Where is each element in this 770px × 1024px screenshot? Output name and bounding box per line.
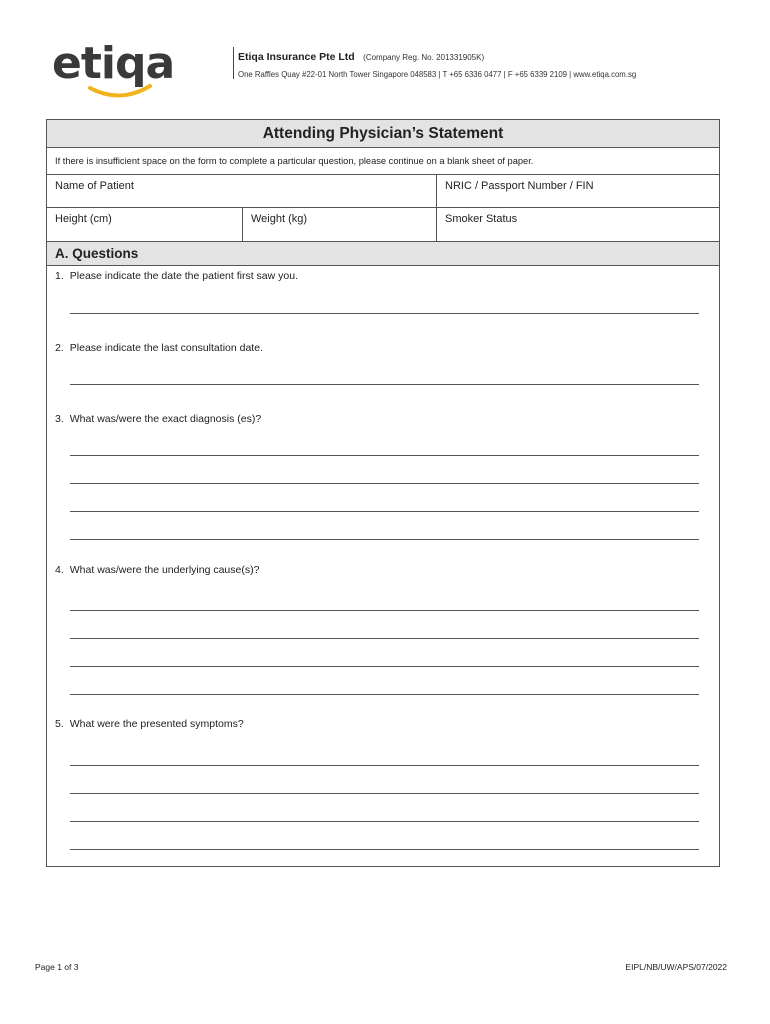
question-4 (55, 564, 259, 576)
section-a-heading: A. Questions (47, 242, 719, 266)
company-address: One Raffles Quay #22-01 North Tower Singapore 048583 | T +65 6336 0477 | F +65 6339 2109 | www.etiqa.com.sg (238, 70, 637, 79)
question-5 (55, 718, 244, 730)
question-number: 1. (55, 270, 64, 282)
answer-line-4b[interactable] (70, 638, 699, 639)
question-3 (55, 413, 261, 425)
name-of-patient-field[interactable] (47, 175, 437, 207)
question-text: What was/were the underlying cause(s)? (69, 564, 260, 576)
question-text: What were the presented symptoms? (69, 718, 244, 730)
question-1 (55, 270, 298, 282)
nric-label: NRIC / Passport Number / FIN (445, 180, 594, 192)
form-note: If there is insufficient space on the form to complete a particular question, please continue on a blank sheet of paper. (47, 148, 719, 175)
smoker-status-label: Smoker Status (445, 213, 518, 225)
question-number: 4. (55, 564, 64, 576)
height-label: Height (cm) (55, 213, 112, 225)
page-number: Page 1 of 3 (35, 962, 79, 972)
height-field[interactable] (47, 208, 243, 241)
question-number: 3. (55, 413, 64, 425)
question-text: Please indicate the last consultation date. (69, 342, 263, 354)
answer-line-3a[interactable] (70, 455, 699, 456)
answer-line-5c[interactable] (70, 821, 699, 822)
answer-line-2[interactable] (70, 384, 699, 385)
answer-line-1[interactable] (70, 313, 699, 314)
answer-line-3b[interactable] (70, 483, 699, 484)
answer-line-4c[interactable] (70, 666, 699, 667)
name-of-patient-label: Name of Patient (55, 180, 134, 192)
smoker-status-field[interactable] (437, 208, 719, 241)
question-number: 5. (55, 718, 64, 730)
weight-label: Weight (kg) (251, 213, 308, 225)
answer-line-4d[interactable] (70, 694, 699, 695)
document-code: EIPL/NB/UW/APS/07/2022 (625, 962, 727, 972)
question-text: Please indicate the date the patient first saw you. (69, 270, 298, 282)
answer-line-5d[interactable] (70, 849, 699, 850)
question-2 (55, 342, 263, 354)
etiqa-logo (50, 38, 200, 102)
nric-field[interactable] (437, 175, 719, 207)
logo-wordmark: etiqa (52, 38, 175, 89)
physician-statement-form (46, 119, 720, 867)
company-reg: (Company Reg. No. 201331905K) (363, 53, 485, 62)
weight-field[interactable] (243, 208, 437, 241)
patient-row (47, 175, 719, 208)
question-text: What was/were the exact diagnosis (es)? (69, 413, 262, 425)
form-title: Attending Physician’s Statement (47, 120, 719, 148)
answer-line-4a[interactable] (70, 610, 699, 611)
company-info (233, 47, 636, 79)
answer-line-3d[interactable] (70, 539, 699, 540)
answer-line-5b[interactable] (70, 793, 699, 794)
answer-line-3c[interactable] (70, 511, 699, 512)
company-name: Etiqa Insurance Pte Ltd (238, 51, 355, 63)
answer-line-5a[interactable] (70, 765, 699, 766)
measurements-row (47, 208, 719, 242)
question-number: 2. (55, 342, 64, 354)
